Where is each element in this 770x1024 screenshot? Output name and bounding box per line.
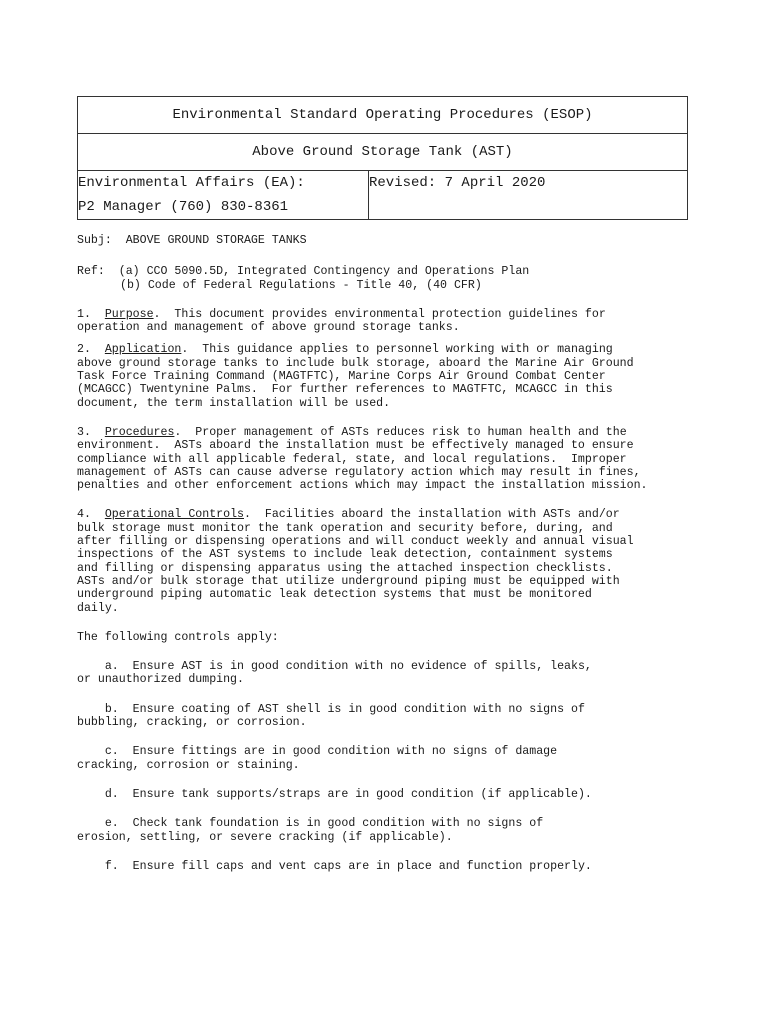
department-cell (78, 171, 369, 220)
document-subtitle: Above Ground Storage Tank (AST) (78, 134, 688, 171)
control-item: c. Ensure fittings are in good condition with no signs of damage cracking, corrosion or staining. (77, 745, 558, 772)
subject-line: Subj: ABOVE GROUND STORAGE TANKS (77, 234, 307, 247)
control-item: e. Check tank foundation is in good condition with no signs of erosion, settling, or severe cracking (if applicable). (77, 817, 544, 844)
controls-intro: The following controls apply: (77, 630, 279, 644)
section-purpose: 1. Purpose. This document provides environmental protection guidelines for operation and management of above ground storage tanks. (77, 307, 606, 335)
section-application: 2. Application. This guidance applies to personnel working with or managing above ground storage tanks to include bulk storage, aboard the Marine Air Ground Task Force Training Command (MAGTFTC), Marine Corps Air Ground Combat Center (MCAGCC) Twentynine Palms. For further references to MAGTFTC, MCAGCC in this document, the term installation will be used. (77, 343, 634, 410)
reference-b: (b) Code of Federal Regulations - Title 40, (40 CFR) (120, 278, 482, 292)
section-heading: Purpose (104, 307, 154, 321)
department-name: Environmental Affairs (EA): (78, 175, 305, 191)
control-item: a. Ensure AST is in good condition with no evidence of spills, leaks, or unauthorized dumping. (77, 660, 592, 687)
control-item: d. Ensure tank supports/straps are in good condition (if applicable). (77, 787, 592, 801)
document-body (77, 234, 689, 873)
section-procedures: 3. Procedures. Proper management of ASTs reduces risk to human health and the environment. ASTs aboard the installation must be effectively managed to ensure compliance with all applicable federal, state, and local regulations. Improper management of ASTs can cause adverse regulatory action which may result in fines, penalties and other enforcement actions which may impact the installation mission. (77, 425, 648, 493)
document-header-table (77, 96, 688, 220)
section-heading: Procedures (104, 425, 175, 439)
section-heading: Operational Controls (104, 508, 244, 522)
revised-date: Revised: 7 April 2020 (369, 171, 688, 220)
section-operational-controls: 4. Operational Controls. Facilities aboard the installation with ASTs and/or bulk storage must monitor the tank operation and security before, during, and after filling or dispensing operations and will conduct weekly and annual visual inspections of the AST systems to include leak detection, containment systems and filling or dispensing apparatus using the attached inspection checklists. ASTs and/or bulk storage that utilize underground piping must be equipped with underground piping automatic leak detection systems that must be monitored daily. (77, 508, 634, 615)
control-item: f. Ensure fill caps and vent caps are in place and function properly. (77, 859, 592, 873)
reference-a: Ref: (a) CCO 5090.5D, Integrated Contingency and Operations Plan (77, 265, 530, 279)
section-heading: Application (104, 343, 182, 357)
document-title: Environmental Standard Operating Procedures (ESOP) (78, 97, 688, 134)
manager-contact: P2 Manager (760) 830-8361 (78, 199, 289, 215)
control-item: b. Ensure coating of AST shell is in good condition with no signs of bubbling, cracking, or corrosion. (77, 702, 585, 730)
